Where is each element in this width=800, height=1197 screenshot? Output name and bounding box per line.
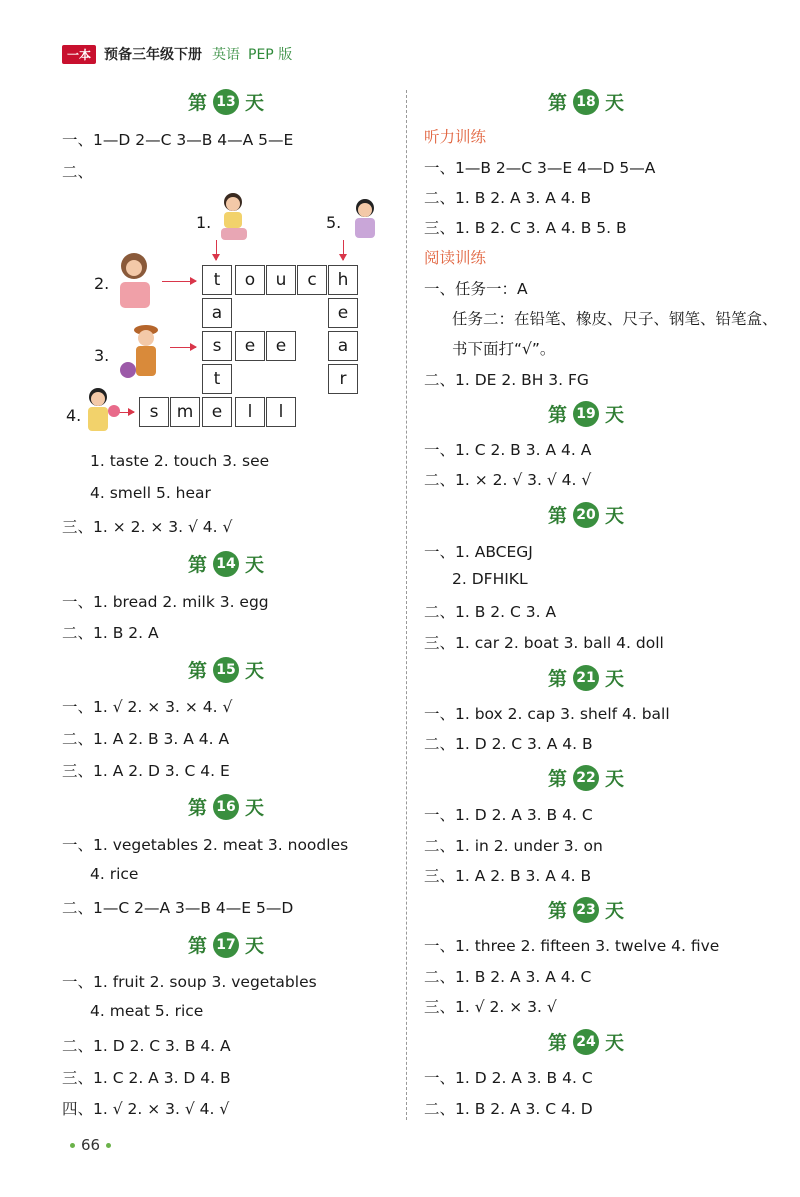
detective-seeing-illustration: [118, 322, 166, 382]
answer-line: 二、1. D 2. C 3. A 4. B: [424, 735, 593, 753]
answer-line: 一、任务一：A: [424, 280, 528, 298]
answer-line: 一、1. vegetables 2. meat 3. noodles: [62, 836, 349, 854]
boy-smelling-illustration: [80, 385, 124, 437]
answer-line: 二、1. B 2. A 3. C 4. D: [424, 1100, 593, 1118]
day-14-heading: 第 14 天: [188, 550, 264, 577]
answer-line: 三、1. × 2. × 3. √ 4. √: [62, 518, 233, 536]
answer-line: 一、1. fruit 2. soup 3. vegetables: [62, 973, 317, 991]
girl-tasting-illustration: [112, 252, 158, 312]
answer-line: 一、1. three 2. fifteen 3. twelve 4. five: [424, 937, 720, 955]
crossword-cell: e: [235, 331, 265, 361]
answer-line: 三、1. A 2. B 3. A 4. B: [424, 867, 592, 885]
answer-line: 三、1. √ 2. × 3. √: [424, 998, 557, 1016]
answer-line: 二、1. B 2. C 3. A: [424, 603, 557, 621]
answer-line: 三、1. A 2. D 3. C 4. E: [62, 762, 230, 780]
answer-line: 二、1. D 2. C 3. B 4. A: [62, 1037, 231, 1055]
answer-line: 书下面打“√”。: [452, 340, 556, 358]
answer-line: 一、1. D 2. A 3. B 4. C: [424, 1069, 593, 1087]
answer-line: 一、1. ABCEGJ: [424, 543, 533, 561]
arrow-icon: [343, 240, 344, 260]
answer-line: 一、1—D 2—C 3—B 4—A 5—E: [62, 131, 294, 149]
answer-line: 一、1. bread 2. milk 3. egg: [62, 593, 269, 611]
bullet-dot-icon: [70, 1143, 75, 1148]
crossword-cell: e: [202, 397, 232, 427]
crossword-cell: s: [139, 397, 169, 427]
day-22-heading: 第 22 天: [548, 764, 624, 791]
brand-logo: 一本: [62, 45, 96, 64]
day-23-heading: 第 23 天: [548, 896, 624, 923]
answer-line: 二、1. A 2. B 3. A 4. A: [62, 730, 230, 748]
crossword-cell: e: [266, 331, 296, 361]
arrow-icon: [162, 281, 196, 282]
day-21-heading: 第 21 天: [548, 664, 624, 691]
day-20-heading: 第 20 天: [548, 501, 624, 528]
answer-line: 二、1. B 2. A 3. A 4. B: [424, 189, 592, 207]
crossword-cell: a: [202, 298, 232, 328]
day-13-heading: 第 13 天: [188, 88, 264, 115]
crossword-cell: r: [328, 364, 358, 394]
crossword-cell: m: [170, 397, 200, 427]
day-24-heading: 第 24 天: [548, 1028, 624, 1055]
crossword-number: 5.: [326, 213, 342, 232]
crossword-number: 1.: [196, 213, 212, 232]
answer-line: 任务二：在铅笔、橡皮、尺子、钢笔、铅笔盒、: [452, 310, 778, 328]
crossword-cell: s: [202, 331, 232, 361]
day-15-heading: 第 15 天: [188, 656, 264, 683]
crossword-cell: a: [328, 331, 358, 361]
crossword-cell: l: [235, 397, 265, 427]
answer-line: 一、1—B 2—C 3—E 4—D 5—A: [424, 159, 656, 177]
answer-line: 三、1. C 2. A 3. D 4. B: [62, 1069, 231, 1087]
answer-line: 一、1. D 2. A 3. B 4. C: [424, 806, 593, 824]
book-title: 预备三年级下册: [104, 47, 203, 63]
answer-line: 4. rice: [90, 865, 139, 883]
crossword-cell: t: [202, 364, 232, 394]
day-18-heading: 第 18 天: [548, 88, 624, 115]
crossword-cell: e: [328, 298, 358, 328]
crossword-number: 4.: [66, 406, 82, 425]
section-title-reading: 阅读训练: [424, 249, 487, 267]
arrow-icon: [170, 347, 196, 348]
answer-line: 一、1. √ 2. × 3. × 4. √: [62, 698, 233, 716]
edition-label: PEP 版: [248, 47, 293, 63]
day-16-heading: 第 16 天: [188, 793, 264, 820]
day-17-heading: 第 17 天: [188, 931, 264, 958]
crossword-cell: l: [266, 397, 296, 427]
boy-hearing-illustration: [345, 196, 385, 242]
crossword-cell: t: [202, 265, 232, 295]
crossword-number: 2.: [94, 274, 110, 293]
answer-line: 二、1. × 2. √ 3. √ 4. √: [424, 471, 592, 489]
answer-line: 一、1. C 2. B 3. A 4. A: [424, 441, 592, 459]
crossword-number: 3.: [94, 346, 110, 365]
answer-line: 二、: [62, 163, 94, 181]
answer-line: 二、1—C 2—A 3—B 4—E 5—D: [62, 899, 294, 917]
day-19-heading: 第 19 天: [548, 400, 624, 427]
answer-line: 二、1. B 2. A: [62, 624, 159, 642]
answer-line: 三、1. B 2. C 3. A 4. B 5. B: [424, 219, 627, 237]
answer-line: 二、1. DE 2. BH 3. FG: [424, 371, 589, 389]
crossword-cell: u: [266, 265, 296, 295]
answer-line: 4. meat 5. rice: [90, 1002, 204, 1020]
bullet-dot-icon: [106, 1143, 111, 1148]
page-number: 66: [64, 1136, 117, 1154]
answer-line: 2. DFHIKL: [452, 570, 528, 588]
answer-line: 一、1. box 2. cap 3. shelf 4. ball: [424, 705, 670, 723]
page-header: [62, 44, 300, 64]
crossword-cell: h: [328, 265, 358, 295]
crossword-cell: c: [297, 265, 327, 295]
answer-line: 二、1. B 2. A 3. A 4. C: [424, 968, 592, 986]
column-divider: [406, 90, 407, 1120]
answer-line: 4. smell 5. hear: [90, 484, 211, 502]
answer-line: 四、1. √ 2. × 3. √ 4. √: [62, 1100, 230, 1118]
crossword-cell: o: [235, 265, 265, 295]
answer-line: 三、1. car 2. boat 3. ball 4. doll: [424, 634, 664, 652]
answer-line: 二、1. in 2. under 3. on: [424, 837, 603, 855]
subject-label: 英语: [212, 47, 241, 63]
girl-touching-illustration: [215, 190, 255, 246]
section-title-listening: 听力训练: [424, 128, 487, 146]
answer-line: 1. taste 2. touch 3. see: [90, 452, 270, 470]
